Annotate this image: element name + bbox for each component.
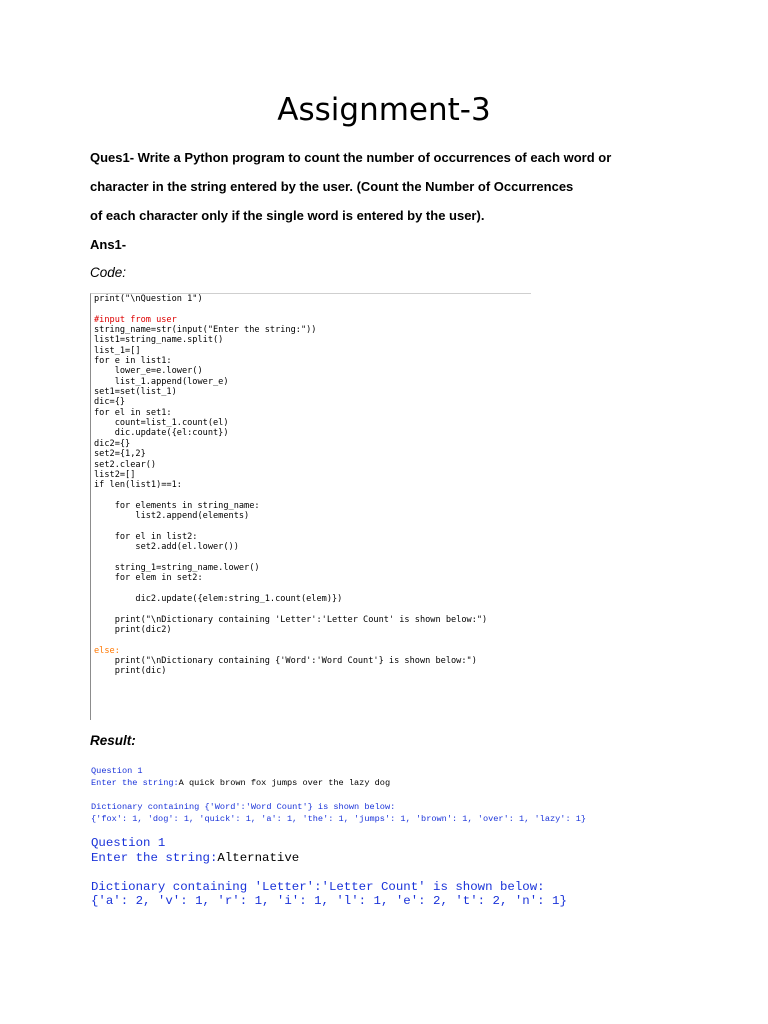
result2-heading: Dictionary containing 'Letter':'Letter Count' is shown below: <box>91 879 545 894</box>
code-line: for elements in string_name: <box>94 500 260 511</box>
code-line: lower_e=e.lower() <box>94 366 203 377</box>
answer-label: Ans1- <box>90 237 127 252</box>
code-line: print(dic2) <box>94 625 172 635</box>
result-output-2 <box>91 836 567 909</box>
question-line-3: of each character only if the single word is entered by the user). <box>90 208 485 223</box>
code-line: string_name=str(input("Enter the string:")) <box>94 325 317 336</box>
code-line: string_1=string_name.lower() <box>94 562 260 573</box>
result-label: Result: <box>90 733 136 748</box>
code-line: set2={1,2} <box>94 449 146 460</box>
code-line: count=list_1.count(el) <box>94 418 229 429</box>
code-line: for el in set1: <box>94 407 172 418</box>
result2-prompt: Enter the string: <box>91 850 218 865</box>
code-line: for elem in set2: <box>94 573 203 584</box>
code-line: list_1.append(lower_e) <box>94 376 229 387</box>
result1-input: A quick brown fox jumps over the lazy dog <box>178 778 391 788</box>
result1-question: Question 1 <box>91 766 143 776</box>
code-line: dic2={} <box>94 438 131 449</box>
question-line-2: character in the string entered by the user. (Count the Number of Occurrences <box>90 179 574 194</box>
code-line: list2.append(elements) <box>94 511 250 522</box>
result2-question: Question 1 <box>91 836 166 850</box>
code-comment: #input from user <box>94 314 177 325</box>
result1-output: {'fox': 1, 'dog': 1, 'quick': 1, 'a': 1, 'the': 1, 'jumps': 1, 'brown': 1, 'over': 1, 'lazy': 1} <box>91 814 587 824</box>
code-line: dic2.update({elem:string_1.count(elem)}) <box>94 593 343 604</box>
result1-prompt: Enter the string: <box>91 778 179 788</box>
code-line: list_1=[] <box>94 345 141 356</box>
code-line: set2.clear() <box>94 459 157 470</box>
result-output-1 <box>91 765 586 825</box>
code-line: set2.add(el.lower()) <box>94 542 239 553</box>
code-line: dic={} <box>94 397 126 408</box>
result2-input: Alternative <box>217 850 300 865</box>
code-block <box>94 294 487 677</box>
code-line: dic.update({el:count}) <box>94 428 229 439</box>
result1-heading: Dictionary containing {'Word':'Word Count'} is shown below: <box>91 802 396 812</box>
code-line: print(dic) <box>94 666 167 677</box>
question-line-1: Ques1- Write a Python program to count the number of occurrences of each word or <box>90 150 612 165</box>
code-line: print("\nQuestion 1") <box>94 294 203 304</box>
code-label: Code: <box>90 265 127 280</box>
code-line: print("\nDictionary containing 'Letter':'Letter Count' is shown below:") <box>94 614 488 625</box>
code-line: else: <box>94 645 120 656</box>
result2-output: {'a': 2, 'v': 1, 'r': 1, 'i': 1, 'l': 1, 'e': 2, 't': 2, 'n': 1} <box>91 894 567 909</box>
code-line: set1=set(list_1) <box>94 387 177 398</box>
code-line: list2=[] <box>94 469 136 480</box>
code-line: for el in list2: <box>94 531 198 542</box>
page-title: Assignment-3 <box>277 92 491 128</box>
code-line: if len(list1)==1: <box>94 480 182 491</box>
code-line: for e in list1: <box>94 356 172 367</box>
code-line: list1=string_name.split() <box>94 335 224 346</box>
code-line: print("\nDictionary containing {'Word':'Word Count'} is shown below:") <box>94 656 477 667</box>
